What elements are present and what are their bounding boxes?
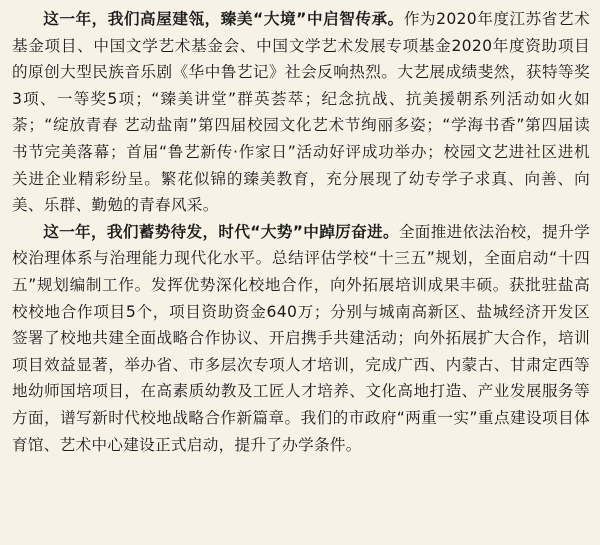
paragraph-2 (12, 219, 590, 458)
paragraph-1-body: 作为2020年度江苏省艺术基金项目、中国文学艺术基金会、中国文学艺术发展专项基金2020年度资助项目的原创大型民族音乐剧《华中鲁艺记》社会反响热烈。大艺展成绩斐然，获特等奖3项、一等奖5项；“臻美讲堂”群英荟萃；纪念抗战、抗美援朝系列活动如火如荼；“绽放青春 艺动盐南”第四届校园文化艺术节绚丽多姿；“学海书香”第四届读书节完美落幕；首届“鲁艺新传·作家日”活动好评成功举办；校园文艺进社区进机关进企业精彩纷呈。繁花似锦的臻美教育，充分展现了幼专学子求真、向善、向美、乐群、勤勉的青春风采。 (12, 10, 590, 215)
paragraph-1-lead: 这一年，我们高屋建瓴，臻美“大境”中启智传承。 (43, 10, 404, 28)
paragraph-2-lead: 这一年，我们蓄势待发，时代“大势”中踔厉奋进。 (43, 222, 399, 241)
paragraph-2-body: 全面推进依法治校，提升学校治理体系与治理能力现代化水平。总结评估学校“十三五”规划，全面启动“十四五”规划编制工作。发挥优势深化校地合作，向外拓展培训成果丰硕。获批驻盐高校校地合作项目5个，项目资助资金640万；分别与城南高新区、盐城经济开发区签署了校地共建全面战略合作协议、开启携手共建活动；向外拓展扩大合作，培训项目效益显著，举办省、市多层次专项人才培训，完成广西、内蒙古、甘肃定西等地幼师国培项目，在高素质幼教及工匠人才培养、文化高地打造、产业发展服务等方面，谱写新时代校地战略合作新篇章。我们的市政府“两重一实”重点建设项目体育馆、艺术中心建设正式启动，提升了办学条件。 (12, 222, 590, 454)
paragraph-1 (12, 6, 590, 219)
